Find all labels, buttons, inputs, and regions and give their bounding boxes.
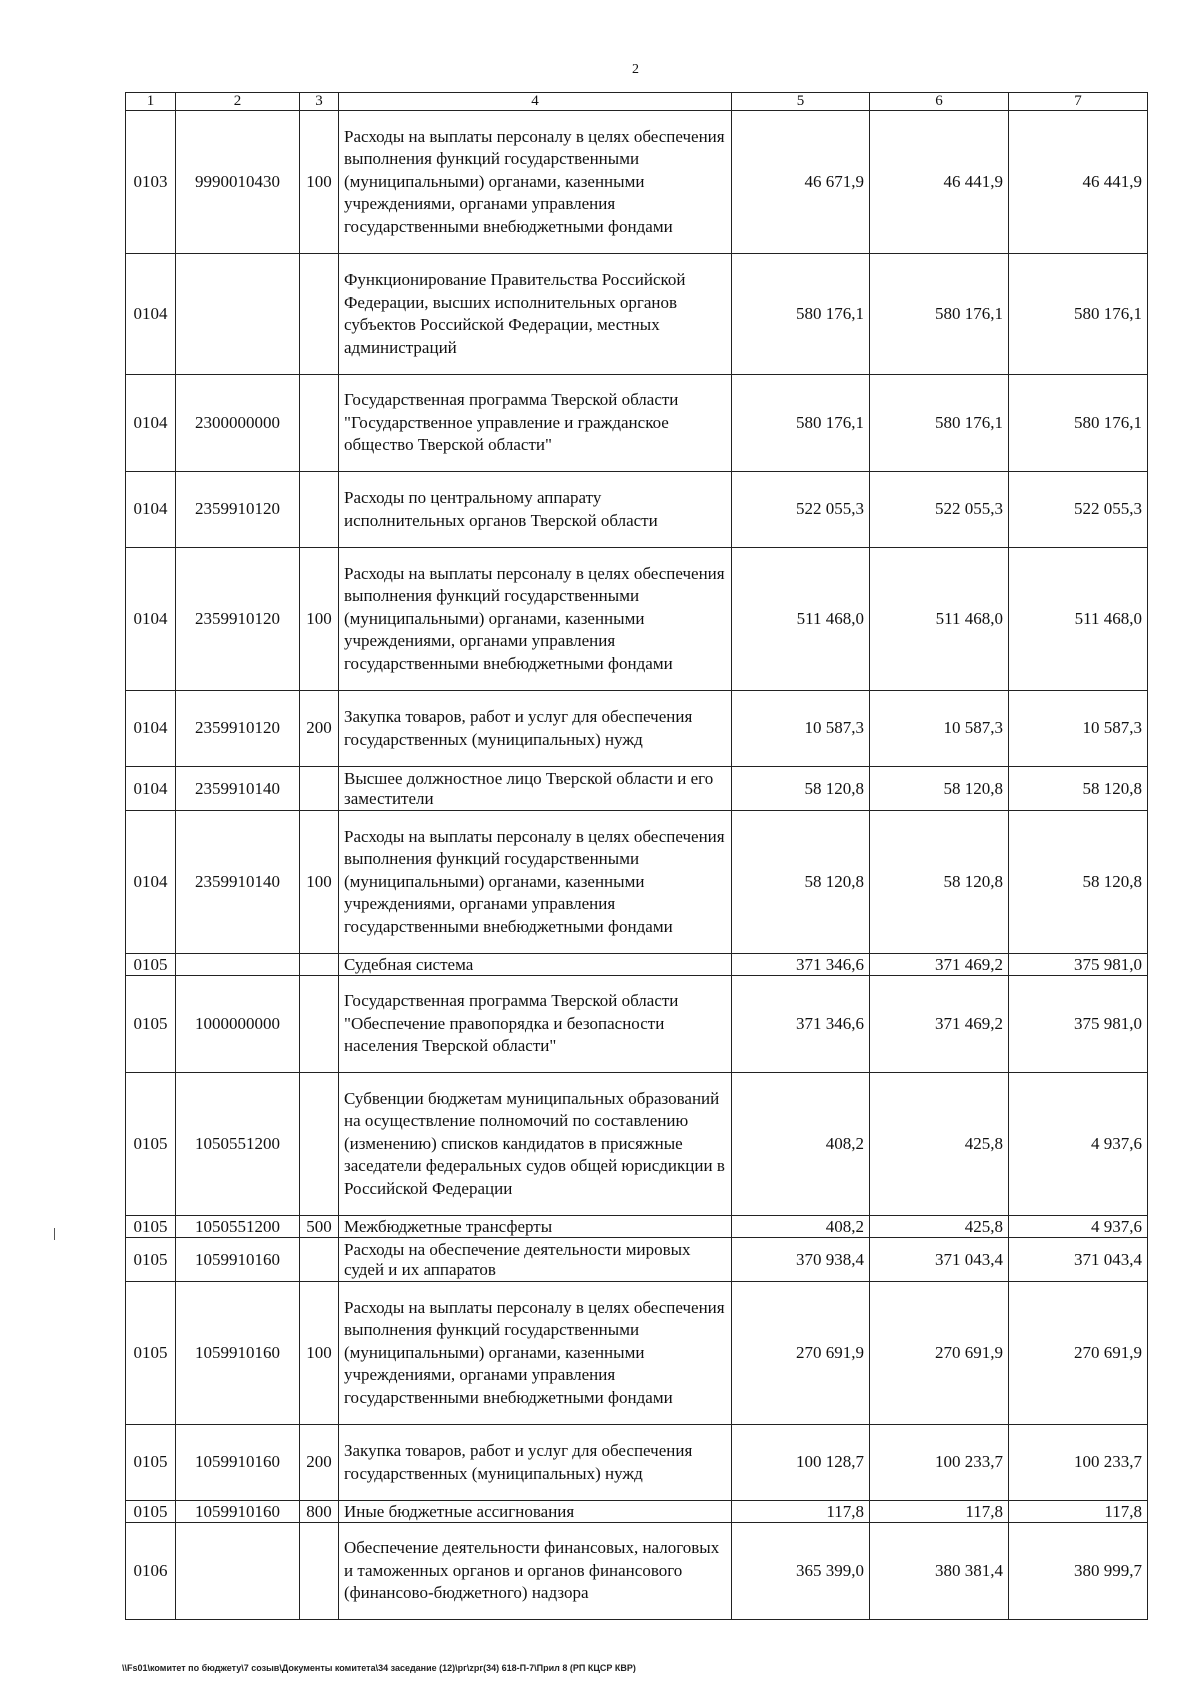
file-path-footer: \\Fs01\комитет по бюджету\7 созыв\Документы комитета\34 заседание (12)\рг\zрг(34) 618-П-7\Прил 8 (РП КЦСР КВР)	[122, 1663, 636, 1673]
description: Расходы на обеспечение деятельности мировых судей и их аппаратов	[339, 1238, 732, 1282]
code-type: 100	[300, 1282, 339, 1425]
code-section: 0104	[126, 254, 176, 375]
budget-table	[125, 92, 1148, 1620]
description: Обеспечение деятельности финансовых, налоговых и таможенных органов и органов финансового (финансово-бюджетного) надзора	[339, 1523, 732, 1620]
code-type	[300, 1238, 339, 1282]
code-type	[300, 254, 339, 375]
description: Иные бюджетные ассигнования	[339, 1501, 732, 1523]
description: Закупка товаров, работ и услуг для обеспечения государственных (муниципальных) нужд	[339, 1425, 732, 1501]
amount-col-5: 117,8	[732, 1501, 870, 1523]
amount-col-7: 46 441,9	[1009, 111, 1148, 254]
amount-col-7: 100 233,7	[1009, 1425, 1148, 1501]
code-type: 100	[300, 111, 339, 254]
code-section: 0106	[126, 1523, 176, 1620]
page-number: 2	[632, 62, 639, 77]
code-target: 2359910140	[176, 767, 300, 811]
amount-col-5: 58 120,8	[732, 811, 870, 954]
header-col-5: 5	[732, 93, 870, 111]
amount-col-6: 380 381,4	[870, 1523, 1009, 1620]
code-target: 2359910120	[176, 691, 300, 767]
amount-col-6: 46 441,9	[870, 111, 1009, 254]
amount-col-5: 370 938,4	[732, 1238, 870, 1282]
header-col-6: 6	[870, 93, 1009, 111]
amount-col-7: 375 981,0	[1009, 976, 1148, 1073]
table-row	[126, 1216, 1148, 1238]
code-section: 0105	[126, 1073, 176, 1216]
code-target: 1059910160	[176, 1425, 300, 1501]
header-col-4: 4	[339, 93, 732, 111]
amount-col-5: 408,2	[732, 1216, 870, 1238]
code-type: 500	[300, 1216, 339, 1238]
description: Субвенции бюджетам муниципальных образований на осуществление полномочий по составлению (изменению) списков кандидатов в присяжные заседатели федеральных судов общей юрисдикции в Российской Федерации	[339, 1073, 732, 1216]
code-type: 800	[300, 1501, 339, 1523]
table-row	[126, 976, 1148, 1073]
code-type	[300, 1523, 339, 1620]
code-section: 0104	[126, 472, 176, 548]
amount-col-5: 511 468,0	[732, 548, 870, 691]
code-type	[300, 1073, 339, 1216]
amount-col-7: 511 468,0	[1009, 548, 1148, 691]
amount-col-6: 58 120,8	[870, 811, 1009, 954]
code-type: 200	[300, 691, 339, 767]
description: Расходы на выплаты персоналу в целях обеспечения выполнения функций государственными (муниципальными) органами, казенными учреждениями, органами управления государственными внебюджетными фондами	[339, 1282, 732, 1425]
code-target: 1059910160	[176, 1501, 300, 1523]
code-section: 0105	[126, 954, 176, 976]
amount-col-5: 522 055,3	[732, 472, 870, 548]
amount-col-5: 580 176,1	[732, 375, 870, 472]
code-target: 1050551200	[176, 1216, 300, 1238]
code-section: 0103	[126, 111, 176, 254]
amount-col-7: 4 937,6	[1009, 1073, 1148, 1216]
scan-mark	[54, 1228, 55, 1240]
amount-col-6: 371 043,4	[870, 1238, 1009, 1282]
table-row	[126, 1073, 1148, 1216]
description: Межбюджетные трансферты	[339, 1216, 732, 1238]
description: Расходы на выплаты персоналу в целях обеспечения выполнения функций государственными (муниципальными) органами, казенными учреждениями, органами управления государственными внебюджетными фондами	[339, 111, 732, 254]
amount-col-6: 10 587,3	[870, 691, 1009, 767]
code-target: 1000000000	[176, 976, 300, 1073]
description: Государственная программа Тверской области "Государственное управление и гражданское общество Тверской области"	[339, 375, 732, 472]
code-target: 2300000000	[176, 375, 300, 472]
code-section: 0104	[126, 811, 176, 954]
amount-col-6: 511 468,0	[870, 548, 1009, 691]
code-type	[300, 375, 339, 472]
code-type	[300, 767, 339, 811]
amount-col-7: 522 055,3	[1009, 472, 1148, 548]
code-target: 2359910120	[176, 548, 300, 691]
amount-col-5: 580 176,1	[732, 254, 870, 375]
amount-col-6: 580 176,1	[870, 375, 1009, 472]
table-row	[126, 548, 1148, 691]
amount-col-7: 375 981,0	[1009, 954, 1148, 976]
amount-col-5: 58 120,8	[732, 767, 870, 811]
table-row	[126, 954, 1148, 976]
table-row	[126, 1501, 1148, 1523]
code-section: 0105	[126, 1216, 176, 1238]
description: Функционирование Правительства Российской Федерации, высших исполнительных органов субъектов Российской Федерации, местных администраций	[339, 254, 732, 375]
header-col-2: 2	[176, 93, 300, 111]
code-target: 2359910120	[176, 472, 300, 548]
description: Высшее должностное лицо Тверской области и его заместители	[339, 767, 732, 811]
amount-col-6: 58 120,8	[870, 767, 1009, 811]
code-target: 1059910160	[176, 1282, 300, 1425]
amount-col-5: 371 346,6	[732, 954, 870, 976]
table-row	[126, 1238, 1148, 1282]
code-section: 0105	[126, 1425, 176, 1501]
amount-col-5: 365 399,0	[732, 1523, 870, 1620]
table-row	[126, 1523, 1148, 1620]
amount-col-6: 270 691,9	[870, 1282, 1009, 1425]
amount-col-5: 408,2	[732, 1073, 870, 1216]
code-section: 0105	[126, 1282, 176, 1425]
amount-col-7: 58 120,8	[1009, 811, 1148, 954]
table-row	[126, 111, 1148, 254]
amount-col-5: 100 128,7	[732, 1425, 870, 1501]
description: Расходы по центральному аппарату исполнительных органов Тверской области	[339, 472, 732, 548]
amount-col-7: 580 176,1	[1009, 254, 1148, 375]
amount-col-6: 522 055,3	[870, 472, 1009, 548]
table-row	[126, 1425, 1148, 1501]
code-section: 0105	[126, 976, 176, 1073]
code-section: 0104	[126, 375, 176, 472]
code-section: 0104	[126, 548, 176, 691]
amount-col-7: 270 691,9	[1009, 1282, 1148, 1425]
table-row	[126, 767, 1148, 811]
amount-col-6: 425,8	[870, 1216, 1009, 1238]
code-target	[176, 1523, 300, 1620]
amount-col-7: 117,8	[1009, 1501, 1148, 1523]
code-type	[300, 954, 339, 976]
description: Государственная программа Тверской области "Обеспечение правопорядка и безопасности населения Тверской области"	[339, 976, 732, 1073]
code-type	[300, 976, 339, 1073]
amount-col-7: 58 120,8	[1009, 767, 1148, 811]
header-col-7: 7	[1009, 93, 1148, 111]
amount-col-7: 380 999,7	[1009, 1523, 1148, 1620]
code-target: 9990010430	[176, 111, 300, 254]
code-section: 0105	[126, 1501, 176, 1523]
code-type: 100	[300, 548, 339, 691]
header-col-3: 3	[300, 93, 339, 111]
amount-col-6: 580 176,1	[870, 254, 1009, 375]
amount-col-5: 46 671,9	[732, 111, 870, 254]
code-target: 2359910140	[176, 811, 300, 954]
table-row	[126, 1282, 1148, 1425]
header-col-1: 1	[126, 93, 176, 111]
amount-col-6: 425,8	[870, 1073, 1009, 1216]
amount-col-7: 10 587,3	[1009, 691, 1148, 767]
code-target	[176, 254, 300, 375]
code-section: 0105	[126, 1238, 176, 1282]
code-target	[176, 954, 300, 976]
table-row	[126, 375, 1148, 472]
amount-col-5: 10 587,3	[732, 691, 870, 767]
code-section: 0104	[126, 767, 176, 811]
description: Расходы на выплаты персоналу в целях обеспечения выполнения функций государственными (муниципальными) органами, казенными учреждениями, органами управления государственными внебюджетными фондами	[339, 811, 732, 954]
amount-col-6: 100 233,7	[870, 1425, 1009, 1501]
description: Судебная система	[339, 954, 732, 976]
code-target: 1059910160	[176, 1238, 300, 1282]
table-row	[126, 472, 1148, 548]
code-target: 1050551200	[176, 1073, 300, 1216]
amount-col-6: 117,8	[870, 1501, 1009, 1523]
description: Закупка товаров, работ и услуг для обеспечения государственных (муниципальных) нужд	[339, 691, 732, 767]
table-row	[126, 691, 1148, 767]
description: Расходы на выплаты персоналу в целях обеспечения выполнения функций государственными (муниципальными) органами, казенными учреждениями, органами управления государственными внебюджетными фондами	[339, 548, 732, 691]
code-section: 0104	[126, 691, 176, 767]
amount-col-6: 371 469,2	[870, 976, 1009, 1073]
amount-col-7: 580 176,1	[1009, 375, 1148, 472]
amount-col-5: 270 691,9	[732, 1282, 870, 1425]
table-row	[126, 254, 1148, 375]
amount-col-7: 4 937,6	[1009, 1216, 1148, 1238]
amount-col-6: 371 469,2	[870, 954, 1009, 976]
table-row	[126, 811, 1148, 954]
code-type: 200	[300, 1425, 339, 1501]
header-row	[126, 93, 1148, 111]
amount-col-5: 371 346,6	[732, 976, 870, 1073]
code-type: 100	[300, 811, 339, 954]
code-type	[300, 472, 339, 548]
amount-col-7: 371 043,4	[1009, 1238, 1148, 1282]
